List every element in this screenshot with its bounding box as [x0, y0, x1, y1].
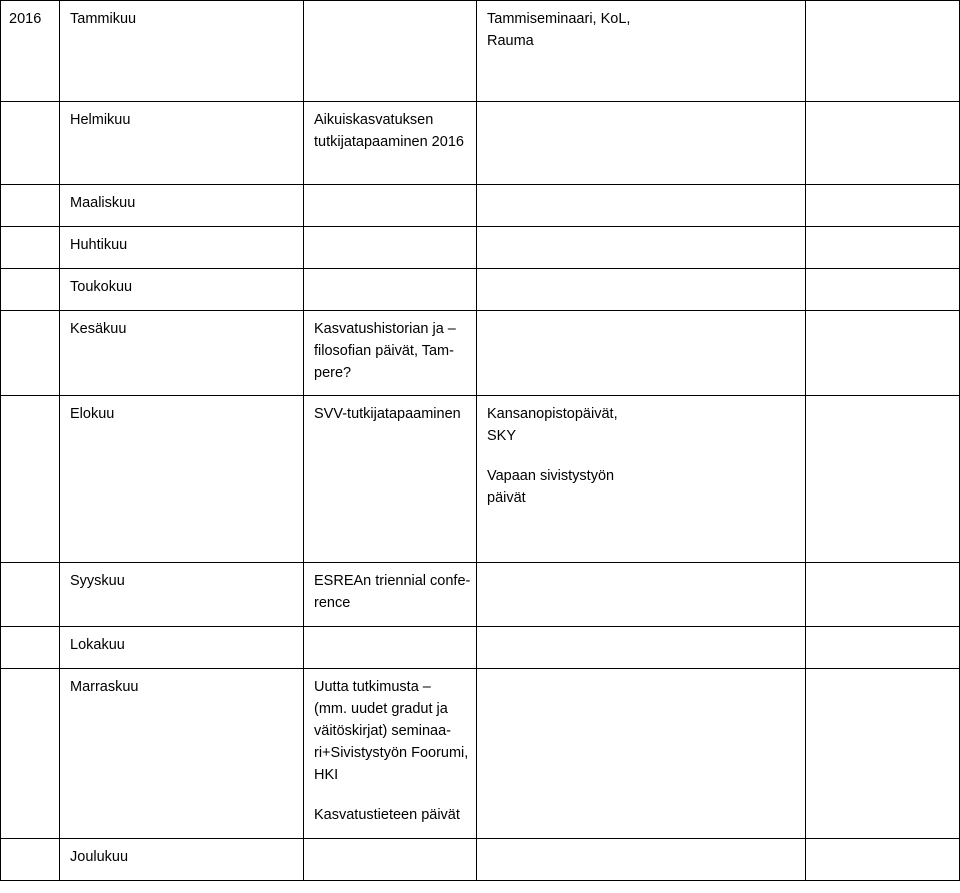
empty-cell — [806, 102, 960, 185]
month-cell — [60, 1, 304, 102]
year-cell — [1, 102, 60, 185]
year-cell — [1, 627, 60, 669]
event-cell — [477, 669, 806, 839]
event-line: Vapaan sivistystyön — [487, 468, 615, 484]
month-cell — [60, 227, 304, 269]
event-line: Rauma — [487, 33, 534, 49]
table-row — [1, 185, 960, 227]
month-cell — [60, 839, 304, 881]
year-cell — [1, 839, 60, 881]
event-line: rence — [314, 595, 351, 611]
table-row — [1, 269, 960, 311]
event-line: Aikuiskasvatuksen — [314, 112, 434, 128]
event-cell — [304, 185, 477, 227]
month-label: Helmikuu — [70, 112, 131, 128]
event-line: Kansanopistopäivät, — [487, 406, 618, 422]
empty-cell — [806, 563, 960, 627]
event-cell — [477, 311, 806, 396]
event-cell — [477, 227, 806, 269]
event-cell — [477, 839, 806, 881]
month-cell — [60, 102, 304, 185]
month-label: Huhtikuu — [70, 237, 128, 253]
empty-cell — [806, 669, 960, 839]
event-cell — [304, 563, 477, 627]
empty-cell — [806, 311, 960, 396]
event-cell — [304, 311, 477, 396]
year-cell — [1, 396, 60, 563]
year-cell — [1, 563, 60, 627]
month-label: Elokuu — [70, 406, 115, 422]
table-row — [1, 627, 960, 669]
event-line: SVV-tutkijatapaaminen — [314, 406, 461, 422]
year-cell — [1, 311, 60, 396]
event-line: ESREAn triennial confe- — [314, 573, 471, 589]
month-cell — [60, 269, 304, 311]
table-row — [1, 839, 960, 881]
event-cell — [304, 839, 477, 881]
year-cell — [1, 185, 60, 227]
month-cell — [60, 185, 304, 227]
event-line: HKI — [314, 767, 339, 783]
event-line: Kasvatushistorian ja – — [314, 321, 456, 337]
event-line: (mm. uudet gradut ja — [314, 701, 448, 717]
event-cell — [304, 227, 477, 269]
empty-cell — [806, 839, 960, 881]
table-row — [1, 563, 960, 627]
month-cell — [60, 396, 304, 563]
event-cell — [304, 269, 477, 311]
event-cell — [477, 102, 806, 185]
event-line: filosofian päivät, Tam- — [314, 343, 454, 359]
event-cell — [304, 396, 477, 563]
event-cell — [304, 102, 477, 185]
event-line: Kasvatustieteen päivät — [314, 807, 460, 823]
empty-cell — [806, 396, 960, 563]
spacer — [487, 447, 795, 465]
table-row — [1, 102, 960, 185]
event-line: tutkijatapaaminen 2016 — [314, 134, 464, 150]
table-row — [1, 311, 960, 396]
table-row — [1, 669, 960, 839]
empty-cell — [806, 627, 960, 669]
empty-cell — [806, 227, 960, 269]
month-label: Tammikuu — [70, 11, 137, 27]
event-cell — [477, 627, 806, 669]
event-cell — [477, 1, 806, 102]
event-cell — [477, 563, 806, 627]
month-label: Lokakuu — [70, 637, 125, 653]
event-cell — [477, 396, 806, 563]
month-label: Kesäkuu — [70, 321, 127, 337]
year-cell — [1, 269, 60, 311]
event-cell — [477, 269, 806, 311]
month-label: Joulukuu — [70, 849, 129, 865]
table-row — [1, 227, 960, 269]
event-line: SKY — [487, 428, 517, 444]
month-label: Marraskuu — [70, 679, 139, 695]
month-cell — [60, 563, 304, 627]
empty-cell — [806, 1, 960, 102]
event-cell — [477, 185, 806, 227]
event-line: pere? — [314, 365, 352, 381]
month-label: Maaliskuu — [70, 195, 136, 211]
empty-cell — [806, 185, 960, 227]
year-label: 2016 — [9, 11, 42, 27]
event-line: Tammiseminaari, KoL, — [487, 11, 631, 27]
event-line: ri+Sivistystyön Foorumi, — [314, 745, 469, 761]
table-row — [1, 1, 960, 102]
event-line: päivät — [487, 490, 526, 506]
event-cell — [304, 669, 477, 839]
month-label: Toukokuu — [70, 279, 133, 295]
year-cell — [1, 669, 60, 839]
event-line: Uutta tutkimusta – — [314, 679, 431, 695]
event-cell — [304, 1, 477, 102]
spacer — [314, 786, 466, 804]
event-line: väitöskirjat) seminaa- — [314, 723, 451, 739]
year-cell — [1, 1, 60, 102]
table-row — [1, 396, 960, 563]
empty-cell — [806, 269, 960, 311]
month-cell — [60, 669, 304, 839]
month-label: Syyskuu — [70, 573, 125, 589]
month-cell — [60, 627, 304, 669]
event-cell — [304, 627, 477, 669]
year-cell — [1, 227, 60, 269]
month-cell — [60, 311, 304, 396]
